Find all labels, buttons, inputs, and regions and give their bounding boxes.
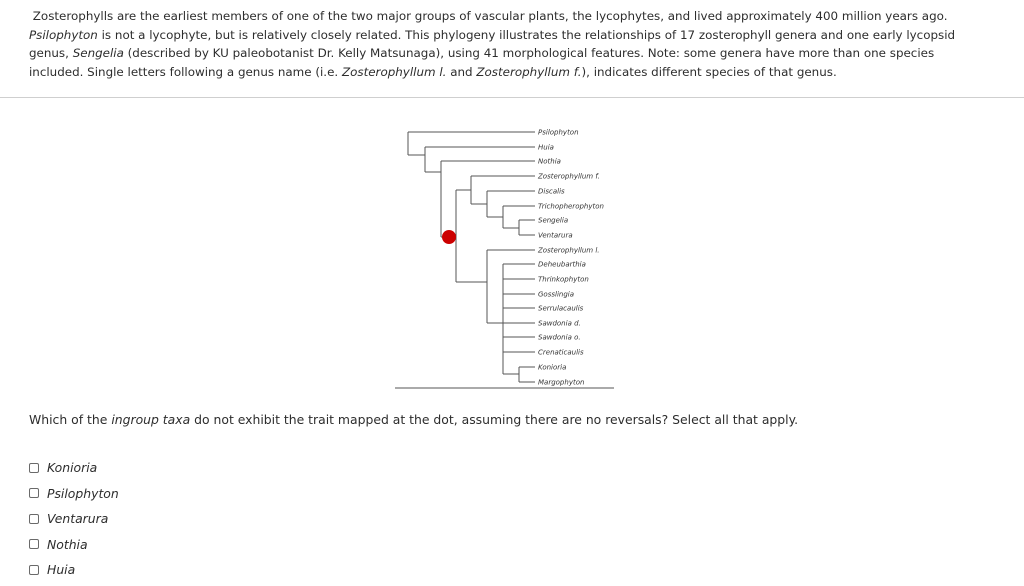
question-prefix: Which of the [29, 412, 112, 427]
option-konioria[interactable] [29, 455, 119, 481]
taxon-label: Zosterophyllum l. [538, 246, 600, 255]
intro-italic-zost-l: Zosterophyllum l. [341, 64, 447, 79]
intro-text: (described by KU paleobotanist Dr. Kelly Matsunaga), using 41 morphological features. Note: some genera have more than one species included. Single letters following a genus name (i.e. [29, 46, 935, 79]
checkbox[interactable] [29, 539, 39, 549]
taxon-label: Nothia [538, 157, 561, 166]
option-nothia[interactable] [29, 532, 119, 558]
intro-text: Zosterophylls are the earliest members of one of the two major groups of vascular plants, the lycophytes, and lived approximately 400 million years ago. [32, 9, 948, 23]
taxon-label: Sawdonia o. [538, 333, 581, 342]
taxon-label: Serrulacaulis [538, 304, 584, 313]
taxon-label: Trichopherophyton [538, 202, 604, 211]
taxon-label: Zosterophyllum f. [538, 172, 600, 181]
intro-italic-sengelia: Sengelia [72, 46, 124, 61]
taxon-label: Gosslingia [538, 290, 575, 299]
option-label: Konioria [47, 460, 98, 476]
option-psilophyton[interactable] [29, 481, 119, 507]
trait-dot [442, 230, 456, 244]
option-label: Huia [47, 562, 76, 578]
question-italic: ingroup taxa [111, 412, 191, 427]
option-huia[interactable] [29, 557, 119, 583]
tree-labels [537, 129, 604, 387]
section-divider [0, 97, 1024, 98]
taxon-label: Margophyton [538, 378, 585, 387]
checkbox[interactable] [29, 488, 39, 498]
taxon-label: Huia [538, 143, 554, 152]
taxon-label: Deheubarthia [538, 260, 586, 269]
taxon-label: Konioria [538, 363, 567, 372]
intro-text: is not a lycophyte, but is relatively closely related. This phylogeny illustrates the relationships of 17 zosterophyll genera and one early lycopsid genus, [29, 27, 956, 61]
intro-text: ), indicates different species of that genus. [581, 64, 837, 79]
phylogeny-tree [390, 122, 620, 392]
checkbox[interactable] [29, 565, 39, 575]
intro-italic-psilophyton: Psilophyton [29, 27, 98, 42]
taxon-label: Psilophyton [538, 128, 579, 137]
checkbox[interactable] [29, 514, 39, 524]
intro-paragraph [29, 7, 969, 81]
option-label: Psilophyton [47, 485, 119, 501]
taxon-label: Crenaticaulis [538, 348, 584, 357]
intro-italic-zost-f: Zosterophyllum f. [476, 64, 582, 79]
option-ventarura[interactable] [29, 506, 119, 532]
taxon-label: Thrinkophyton [538, 275, 589, 284]
checkbox[interactable] [29, 463, 39, 473]
intro-text: and [446, 64, 477, 79]
taxon-label: Discalis [538, 187, 565, 196]
option-label: Ventarura [47, 511, 109, 527]
option-label: Nothia [47, 536, 88, 552]
taxon-label: Sawdonia d. [538, 319, 581, 328]
taxon-label: Sengelia [538, 216, 569, 225]
taxon-label: Ventarura [538, 231, 573, 240]
answer-options [29, 455, 119, 583]
question-text [29, 412, 798, 427]
question-suffix: do not exhibit the trait mapped at the dot, assuming there are no reversals? Select all that apply. [190, 412, 799, 427]
